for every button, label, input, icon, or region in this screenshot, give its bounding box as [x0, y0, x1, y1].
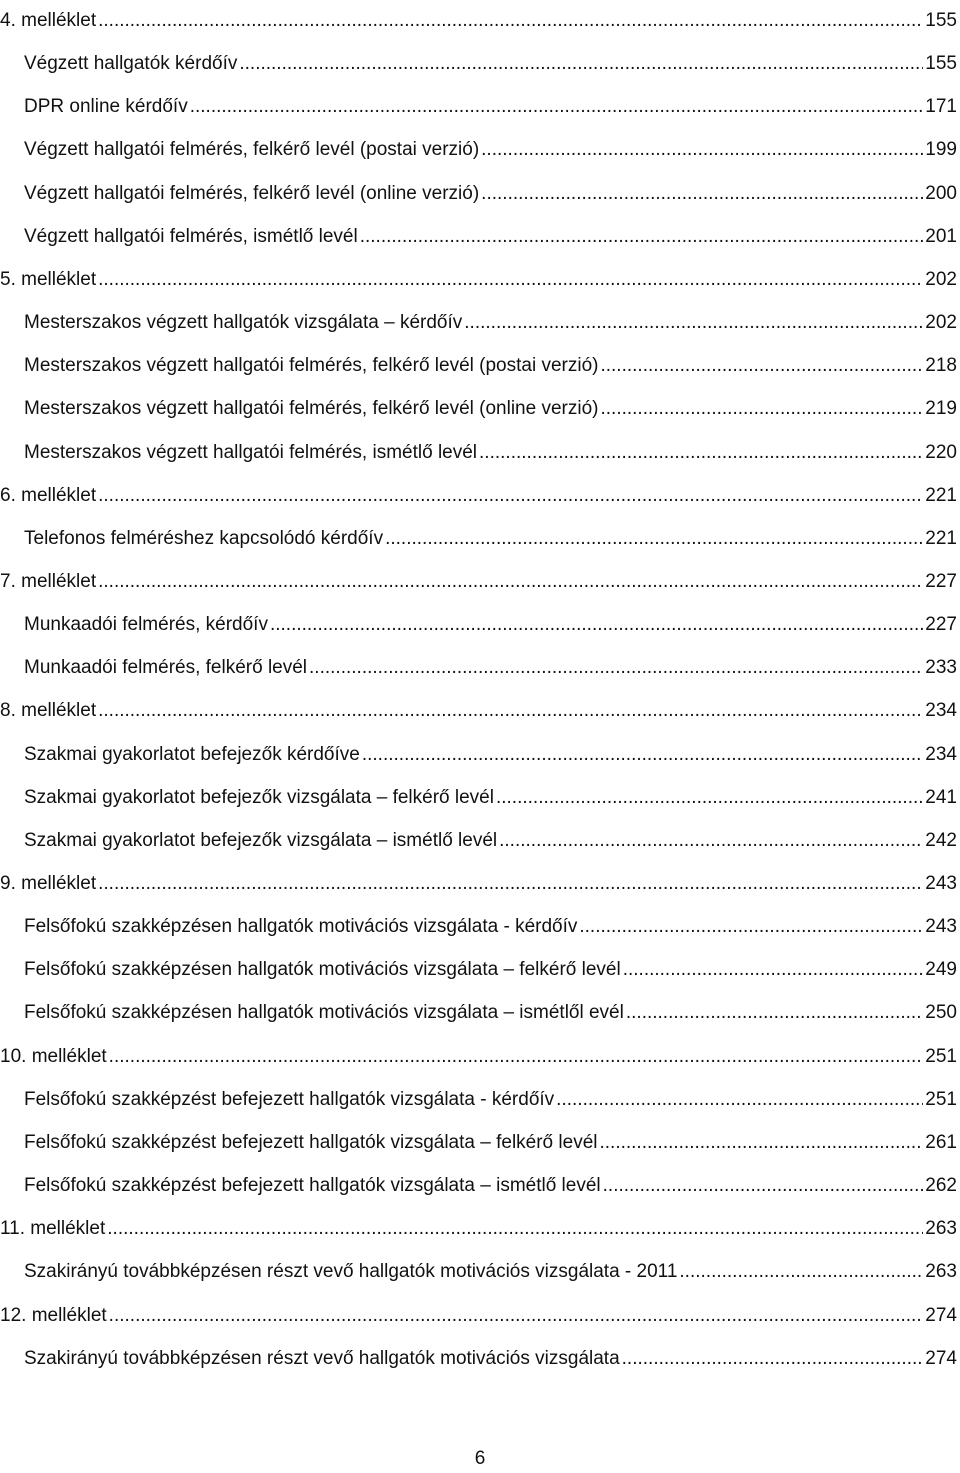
toc-entry-page: 263 [925, 1261, 957, 1283]
toc-entry[interactable] [0, 649, 960, 679]
toc-entry-page: 251 [925, 1088, 957, 1110]
toc-leader-dots [270, 614, 923, 636]
toc-leader-dots [98, 485, 923, 507]
page-number: 6 [474, 1448, 486, 1469]
toc-entry[interactable] [0, 390, 960, 420]
toc-entry-title: 6. melléklet [0, 484, 97, 506]
toc-leader-dots [579, 916, 923, 938]
toc-entry-page: 274 [925, 1347, 957, 1369]
toc-entry-page: 227 [925, 614, 957, 636]
toc-entry-title: Felsőfokú szakképzést befejezett hallgatók vizsgálata – ismétlő levél [24, 1175, 601, 1197]
toc-entry-page: 171 [925, 96, 957, 118]
toc-entry[interactable] [0, 563, 960, 593]
toc-entry-title: Mesterszakos végzett hallgatók vizsgálata – kérdőív [24, 312, 463, 334]
toc-entry-title: Felsőfokú szakképzést befejezett hallgatók vizsgálata - kérdőív [24, 1088, 555, 1110]
toc-entry-page: 155 [925, 53, 957, 75]
toc-entry-page: 221 [925, 484, 957, 506]
toc-entry[interactable] [0, 779, 960, 809]
toc-entry-title: Munkaadói felmérés, kérdőív [24, 614, 268, 636]
toc-entry-title: Szakirányú továbbképzésen részt vevő hallgatók motivációs vizsgálata - 2011 [24, 1261, 678, 1283]
toc-entry[interactable] [0, 606, 960, 636]
toc-leader-dots [599, 1132, 923, 1154]
toc-entry[interactable] [0, 261, 960, 291]
toc-entry[interactable] [0, 175, 960, 205]
toc-leader-dots [385, 528, 923, 550]
toc-entry-page: 249 [925, 959, 957, 981]
toc-entry-page: 227 [925, 570, 957, 592]
toc-entry-page: 200 [925, 182, 957, 204]
toc-leader-dots [107, 1218, 923, 1240]
toc-entry[interactable] [0, 736, 960, 766]
toc-entry[interactable] [0, 304, 960, 334]
toc-entry-title: Szakirányú továbbképzésen részt vevő hallgatók motivációs vizsgálata [24, 1347, 620, 1369]
toc-entry-page: 202 [925, 268, 957, 290]
toc-entry-title: 8. melléklet [0, 700, 97, 722]
toc-entry-title: 9. melléklet [0, 873, 97, 894]
toc-entry-page: 241 [925, 786, 957, 808]
toc-entry[interactable] [0, 1124, 960, 1154]
toc-entry[interactable] [0, 1297, 960, 1327]
toc-entry-title: Végzett hallgatói felmérés, felkérő levél (postai verzió) [24, 139, 480, 161]
toc-entry-page: 220 [925, 441, 957, 463]
toc-entry-page: 234 [925, 700, 957, 722]
toc-entry[interactable] [0, 520, 960, 550]
toc-entry-page: 263 [925, 1218, 957, 1240]
toc-entry-title: Szakmai gyakorlatot befejezők kérdőíve [24, 743, 360, 765]
toc-entry-title: Felsőfokú szakképzésen hallgatók motivációs vizsgálata – ismétlől evél [24, 1002, 624, 1024]
toc-entry-title: Felsőfokú szakképzést befejezett hallgatók vizsgálata – felkérő levél [24, 1131, 598, 1153]
toc-entry-title: Telefonos felméréshez kapcsolódó kérdőív [24, 527, 384, 549]
toc-entry[interactable] [0, 1210, 960, 1240]
toc-entry-page: 243 [925, 916, 957, 938]
toc-entry[interactable] [0, 88, 960, 118]
toc-entry-page: 261 [925, 1131, 957, 1153]
toc-leader-dots [603, 1175, 924, 1197]
toc-entry-page: 251 [925, 1045, 957, 1067]
toc-leader-dots [600, 398, 923, 420]
toc-entry-title: Végzett hallgatói felmérés, felkérő levél (online verzió) [24, 182, 480, 204]
toc-entry-page: 155 [925, 10, 957, 31]
toc-entry-title: 7. melléklet [0, 570, 97, 592]
toc-entry[interactable] [0, 45, 960, 75]
toc-entry[interactable] [0, 2, 960, 32]
toc-entry-title: Munkaadói felmérés, felkérő levél [24, 657, 308, 679]
toc-leader-dots [98, 10, 923, 32]
toc-leader-dots [626, 1002, 923, 1024]
toc-entry-title: Felsőfokú szakképzésen hallgatók motivációs vizsgálata - kérdőív [24, 916, 578, 938]
toc-entry[interactable] [0, 865, 960, 895]
toc-entry[interactable] [0, 218, 960, 248]
toc-leader-dots [98, 269, 923, 291]
toc-entry-page: 199 [925, 139, 957, 161]
toc-leader-dots [98, 873, 923, 895]
toc-entry-page: 262 [925, 1175, 957, 1197]
toc-leader-dots [98, 700, 923, 722]
toc-entry-page: 243 [925, 873, 957, 894]
toc-entry-title: Mesterszakos végzett hallgatói felmérés, ismétlő levél [24, 441, 478, 463]
toc-entry-page: 219 [925, 398, 957, 420]
toc-entry[interactable] [0, 1167, 960, 1197]
toc-leader-dots [479, 442, 923, 464]
toc-entry[interactable] [0, 1081, 960, 1111]
toc-entry-title: 11. melléklet [0, 1218, 106, 1240]
toc-entry[interactable] [0, 1340, 960, 1370]
toc-entry[interactable] [0, 822, 960, 852]
toc-leader-dots [499, 830, 923, 852]
toc-entry-title: DPR online kérdőív [24, 96, 188, 118]
toc-entry-title: 4. melléklet [0, 10, 97, 31]
toc-leader-dots [239, 53, 923, 75]
toc-entry-title: 5. melléklet [0, 268, 97, 290]
toc-entry-page: 201 [925, 225, 957, 247]
toc-entry[interactable] [0, 692, 960, 722]
toc-entry-page: 234 [925, 743, 957, 765]
toc-entry[interactable] [0, 347, 960, 377]
toc-leader-dots [109, 1305, 924, 1327]
toc-entry[interactable] [0, 908, 960, 938]
toc-leader-dots [360, 226, 924, 248]
toc-entry-page: 221 [925, 527, 957, 549]
toc-entry[interactable] [0, 1038, 960, 1068]
toc-leader-dots [481, 183, 923, 205]
toc-entry-page: 274 [925, 1304, 957, 1326]
toc-entry-page: 202 [925, 312, 957, 334]
toc-leader-dots [109, 1046, 924, 1068]
toc-leader-dots [600, 355, 923, 377]
toc-entry-title: Mesterszakos végzett hallgatói felmérés, felkérő levél (postai verzió) [24, 355, 599, 377]
toc-entry-title: 12. melléklet [0, 1304, 107, 1326]
toc-leader-dots [362, 744, 923, 766]
toc-entry-title: 10. melléklet [0, 1045, 107, 1067]
toc-leader-dots [309, 657, 923, 679]
toc-entry[interactable] [0, 131, 960, 161]
toc-entry-page: 250 [925, 1002, 957, 1024]
toc-leader-dots [481, 139, 923, 161]
toc-entry-page: 218 [925, 355, 957, 377]
toc-entry[interactable] [0, 951, 960, 981]
toc-entry-title: Szakmai gyakorlatot befejezők vizsgálata – ismétlő levél [24, 829, 498, 851]
toc-leader-dots [190, 96, 924, 118]
toc-leader-dots [679, 1261, 923, 1283]
toc-leader-dots [623, 959, 924, 981]
toc-entry-page: 242 [925, 829, 957, 851]
toc-leader-dots [556, 1089, 923, 1111]
toc-entry-page: 233 [925, 657, 957, 679]
toc-leader-dots [464, 312, 923, 334]
toc-leader-dots [98, 571, 923, 593]
toc-entry-title: Szakmai gyakorlatot befejezők vizsgálata – felkérő levél [24, 786, 494, 808]
toc-entry[interactable] [0, 994, 960, 1024]
toc-entry-title: Végzett hallgatói felmérés, ismétlő levél [24, 225, 358, 247]
toc-leader-dots [496, 787, 923, 809]
toc-entry[interactable] [0, 1253, 960, 1283]
toc-entry[interactable] [0, 434, 960, 464]
toc-entry-title: Mesterszakos végzett hallgatói felmérés, felkérő levél (online verzió) [24, 398, 599, 420]
toc-entry-title: Végzett hallgatók kérdőív [24, 53, 238, 75]
toc-entry[interactable] [0, 477, 960, 507]
toc-entry-title: Felsőfokú szakképzésen hallgatók motivációs vizsgálata – felkérő levél [24, 959, 621, 981]
toc-leader-dots [622, 1348, 924, 1370]
